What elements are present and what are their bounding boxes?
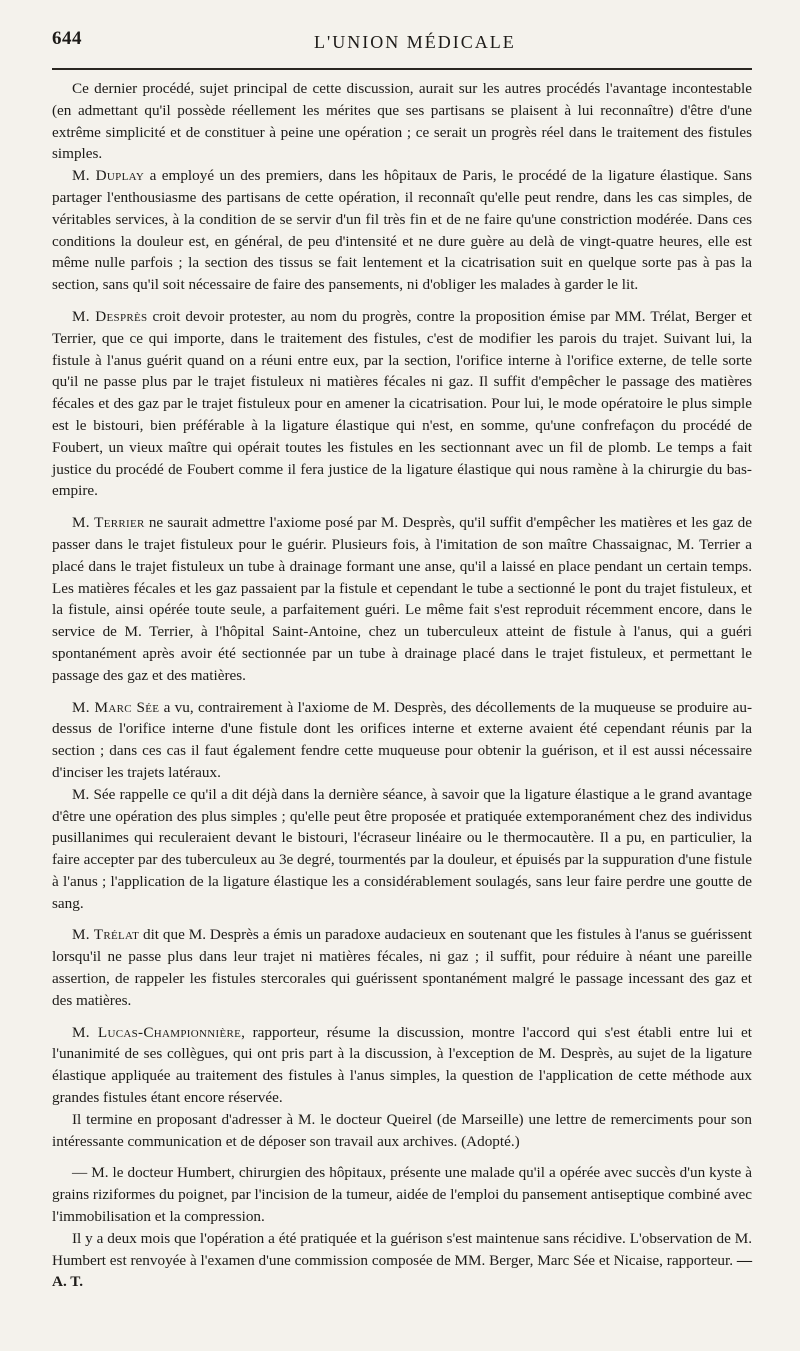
paragraph-text: a employé un des premiers, dans les hôpitaux de Paris, le procédé de la ligature élastique. Sans partager l'enthousiasme des partisans de cette opération, il reconnaît qu'elle peut rendre, dans les cas simples, de véritables services, à la condition de se servir d'un fil très fin et de ne faire qu'une constriction modérée. Dans ces conditions la douleur est, en général, de peu d'intensité et ne dure guère au delà de vingt-quatre heures, elle est même nulle parfois ; la section des tissus se fait lentement et la cicatrisation suit en quelque sorte pas à pas la section, sans qu'il soit nécessaire de faire des pansements, ni d'obliger les malades à garder le lit. [52,167,752,294]
speaker-name: M. Terrier [72,514,145,532]
paragraph-text: a vu, contrairement à l'axiome de M. Desprès, des décollements de la muqueuse se produire au-dessus de l'orifice interne d'une fistule dont les orifices interne et externe avaient été cependant réunis par la section ; dans ces cas il faut également fendre cette muqueuse pour obtenir la guérison, et il est aussi nécessaire d'inciser les trajets latéraux. [52,698,752,781]
running-head: L'UNION MÉDICALE [314,32,516,52]
speaker-name: M. Trélat [72,926,140,944]
page-number: 644 [52,28,82,49]
paragraph [52,1109,752,1153]
paragraph [52,78,752,165]
paragraph [52,306,752,502]
paragraph [52,784,752,915]
paragraph-text: M. Sée rappelle ce qu'il a dit déjà dans la dernière séance, à savoir que la ligature élastique a le grand avantage d'être une opération des plus simples ; qu'elle peut être proposée et pratiquée extemporanément chez des individus pusillanimes qui reculeraient devant le bistouri, l'écraseur linéaire ou le thermocautère. Il a pu, en particulier, la faire accepter par des tuberculeux au 3e degré, tourmentés par la douleur, et épuisés par la suppuration d'une fistule à l'anus ; l'application de la ligature élastique les a considérablement soulagés, sans leur faire perdre une goutte de sang. [52,785,752,912]
page-header [52,28,752,60]
speaker-name: M. Marc Sée [72,698,160,716]
paragraph [52,924,752,1011]
paragraph-text: — M. le docteur Humbert, chirurgien des hôpitaux, présente une malade qu'il a opérée avec succès d'un kyste à grains riziformes du poignet, par l'incision de la tumeur, aidée de l'emploi du pansement antiseptique combiné avec l'immobilisation et la compression. [52,1164,752,1226]
paragraph-text: Ce dernier procédé, sujet principal de cette discussion, aurait sur les autres procédés l'avantage incontestable (en admettant qu'il possède réellement les mérites que ses partisans se plaisent à lui reconnaître) d'être d'une extrême simplicité et de constituer à peine une opération ; ce serait un progrès réel dans le traitement des fistules simples. [52,80,752,163]
paragraph-text: ne saurait admettre l'axiome posé par M. Desprès, qu'il suffit d'empêcher les matières et les gaz de passer dans le trajet fistuleux pour le guérir. Plusieurs fois, à l'imitation de son maître Chassaignac, M. Terrier a placé dans le trajet fistuleux un tube à drainage formant une anse, qu'il a laissé en place pendant un certain temps. Les matières fécales et les gaz passaient par la fistule et cependant le tube a sectionné le pont du trajet fistuleux, et la fistule, ainsi opérée toute seule, a parfaitement guéri. Le même fait s'est reproduit récemment encore, dans le service de M. Terrier, à l'hôpital Saint-Antoine, chez un tuberculeux atteint de fistule à l'anus, qui a guéri spontanément après avoir été sectionnée par un tube à drainage placé dans le trajet fistuleux, et permettant le passage des gaz et des matières. [52,514,752,684]
paragraph [52,512,752,686]
speaker-name: M. Duplay [72,167,145,185]
paragraph [52,1162,752,1227]
paragraph-text: , rapporteur, résume la discussion, montre l'accord qui s'est établi entre lui et l'unanimité de ses collègues, qui ont pris part à la discussion, à l'exception de M. Desprès, au sujet de la ligature élastique appliquée au traitement des fistules à l'anus simples, la question de l'application de cette méthode aux grandes fistules étant encore réservée. [52,1023,752,1107]
paragraph-text: croit devoir protester, au nom du progrès, contre la proposition émise par MM. Trélat, Berger et Terrier, que ce qui importe, dans le traitement des fistules, c'est de modifier les parois du trajet. Suivant lui, la fistule à l'anus guérit quand on a réuni entre eux, par la section, l'orifice interne à l'orifice externe, de telle sorte qu'il ne passe plus par le trajet fistuleux ni matières fécales ni gaz. Il suffit d'empêcher le passage des matières fécales et des gaz par le trajet fistuleux pour en amener la cicatrisation. Pour lui, le mode opératoire le plus simple est le bistouri, bien préférable à la ligature élastique qui n'est, en somme, qu'une confrefaçon du procédé de Foubert, un vieux maître qui opérait toutes les fistules en les sectionnant avec un fil de plomb. Le temps a fait justice du procédé de Foubert comme il fera justice de la ligature élastique qui nous ramène à la chirurgie du bas-empire. [52,307,752,500]
speaker-name: M. Lucas-Championnière [72,1023,242,1041]
article-body [52,78,752,1293]
page [52,28,752,1293]
header-rule [52,68,752,70]
paragraph [52,697,752,784]
author-signature: — A. T. [52,1251,753,1291]
paragraph [52,1022,752,1109]
paragraph [52,1228,752,1293]
paragraph-text: dit que M. Desprès a émis un paradoxe audacieux en soutenant que les fistules à l'anus se guérissent lorsqu'il ne passe plus dans leur trajet ni matières fécales, ni gaz ; il suffit, pour réduire à néant une pareille assertion, de rappeler les fistules stercorales qui guérissent spontanément malgré le passage incessant des gaz et des matières. [52,926,752,1009]
paragraph-text: Il y a deux mois que l'opération a été pratiquée et la guérison s'est maintenue sans récidive. L'observation de M. Humbert est renvoyée à l'examen d'une commission composée de MM. Berger, Marc Sée et Nicaise, rapporteur. [52,1229,752,1269]
paragraph-text: Il termine en proposant d'adresser à M. le docteur Queirel (de Marseille) une lettre de remerciments pour son intéressante communication et de déposer son travail aux archives. (Adopté.) [52,1110,752,1150]
speaker-name: M. Desprès [72,307,148,325]
paragraph [52,165,752,296]
